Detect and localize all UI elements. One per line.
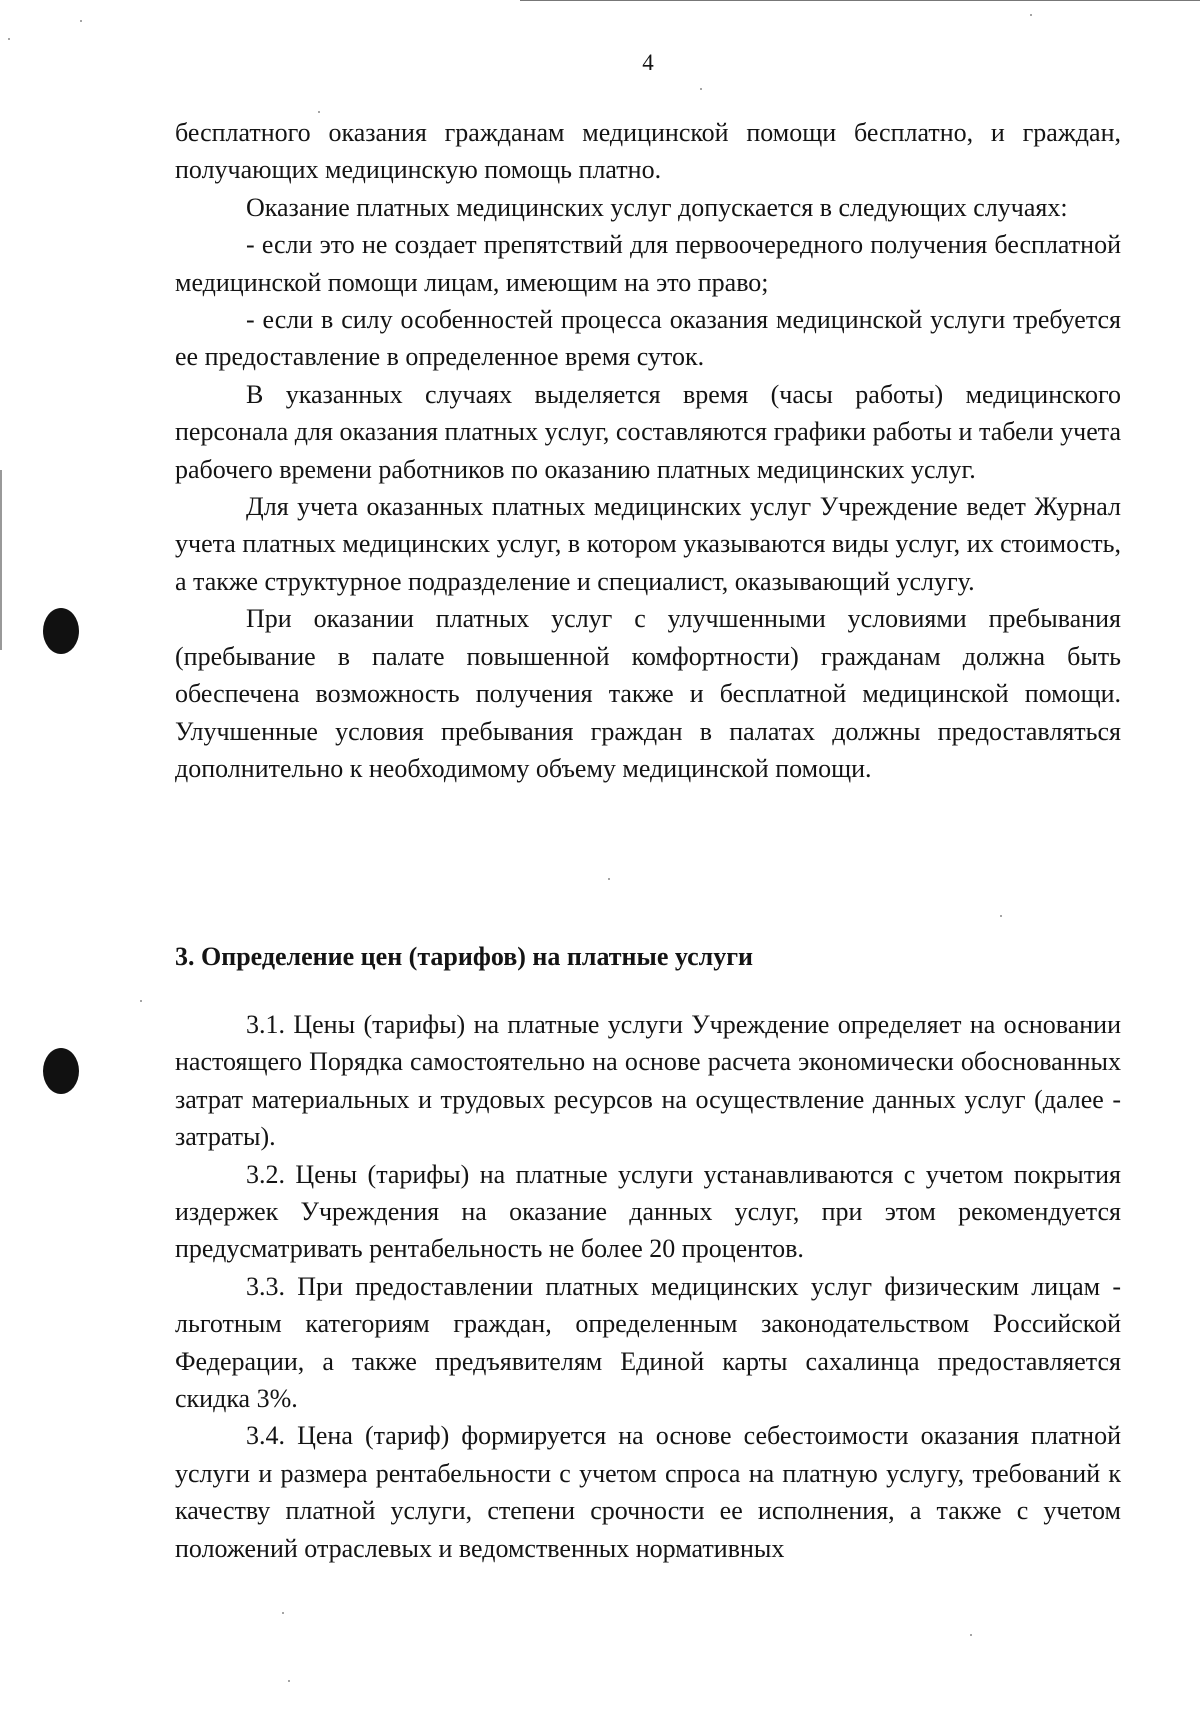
paragraph: 3.1. Цены (тарифы) на платные услуги Учреждение определяет на основании настоящего Порядка самостоятельно на основе расчета экономически обоснованных затрат материальных и трудовых ресурсов на осуществление данных услуг (далее - затраты). <box>175 1010 1121 1152</box>
paragraph: При оказании платных услуг с улучшенными условиями пребывания (пребывание в палате повышенной комфортности) гражданам должна быть обеспечена возможность получения также и бесплатной медицинской помощи. Улучшенные условия пребывания граждан в палатах должны предоставляться дополнительно к необходимому объему медицинской помощи. <box>175 604 1121 783</box>
list-item: - если это не создает препятствий для первоочередного получения бесплатной медицинской помощи лицам, имеющим на это право; <box>175 230 1121 297</box>
scan-speck <box>608 878 610 880</box>
scan-speck <box>318 111 320 113</box>
scan-speck <box>288 1680 290 1682</box>
scan-speck <box>1000 915 1002 917</box>
paragraph: 3.2. Цены (тарифы) на платные услуги устанавливаются с учетом покрытия издержек Учреждения на оказание данных услуг, при этом рекомендуется предусматривать рентабельность не более 20 процентов. <box>175 1159 1121 1264</box>
paragraph: 3.4. Цена (тариф) формируется на основе себестоимости оказания платной услуги и размера рентабельности с учетом спроса на платную услугу, требований к качеству платной услуги, степени срочности ее исполнения, а также с учетом положений отраслевых и ведомственных нормативных <box>175 1421 1121 1563</box>
scan-speck <box>282 1612 284 1614</box>
top-edge-line <box>520 0 1200 1</box>
punch-hole-bottom <box>43 1048 79 1094</box>
paragraph: бесплатного оказания гражданам медицинской помощи бесплатно, и граждан, получающих медицинскую помощь платно. <box>175 118 1121 185</box>
scan-speck <box>80 20 82 22</box>
list-item: - если в силу особенностей процесса оказания медицинской услуги требуется ее предоставление в определенное время суток. <box>175 305 1121 372</box>
section-3 <box>175 938 1121 975</box>
left-edge-line <box>0 470 2 650</box>
scan-speck <box>700 88 702 90</box>
paragraph: 3.3. При предоставлении платных медицинских услуг физическим лицам - льготным категориям граждан, определенным законодательством Российской Федерации, а также предъявителям Единой карты сахалинца предоставляется скидка 3%. <box>175 1271 1121 1414</box>
section-3-body <box>175 1006 1121 1567</box>
paragraph: В указанных случаях выделяется время (часы работы) медицинского персонала для оказания платных услуг, составляются графики работы и табели учета рабочего времени работников по оказанию платных медицинских услуг. <box>175 379 1121 484</box>
paragraph: Для учета оказанных платных медицинских услуг Учреждение ведет Журнал учета платных медицинских услуг, в котором указываются виды услуг, их стоимость, а также структурное подразделение и специалист, оказывающий услугу. <box>175 492 1121 596</box>
scan-speck <box>1030 14 1032 16</box>
section-1-body <box>175 114 1121 787</box>
section-heading: 3. Определение цен (тарифов) на платные услуги <box>175 942 753 971</box>
scan-speck <box>970 1634 972 1636</box>
scan-speck <box>140 1000 142 1002</box>
paragraph: Оказание платных медицинских услуг допускается в следующих случаях: <box>246 192 1068 222</box>
page-number: 4 <box>642 50 654 75</box>
scan-speck <box>8 38 10 40</box>
punch-hole-top <box>43 608 79 654</box>
